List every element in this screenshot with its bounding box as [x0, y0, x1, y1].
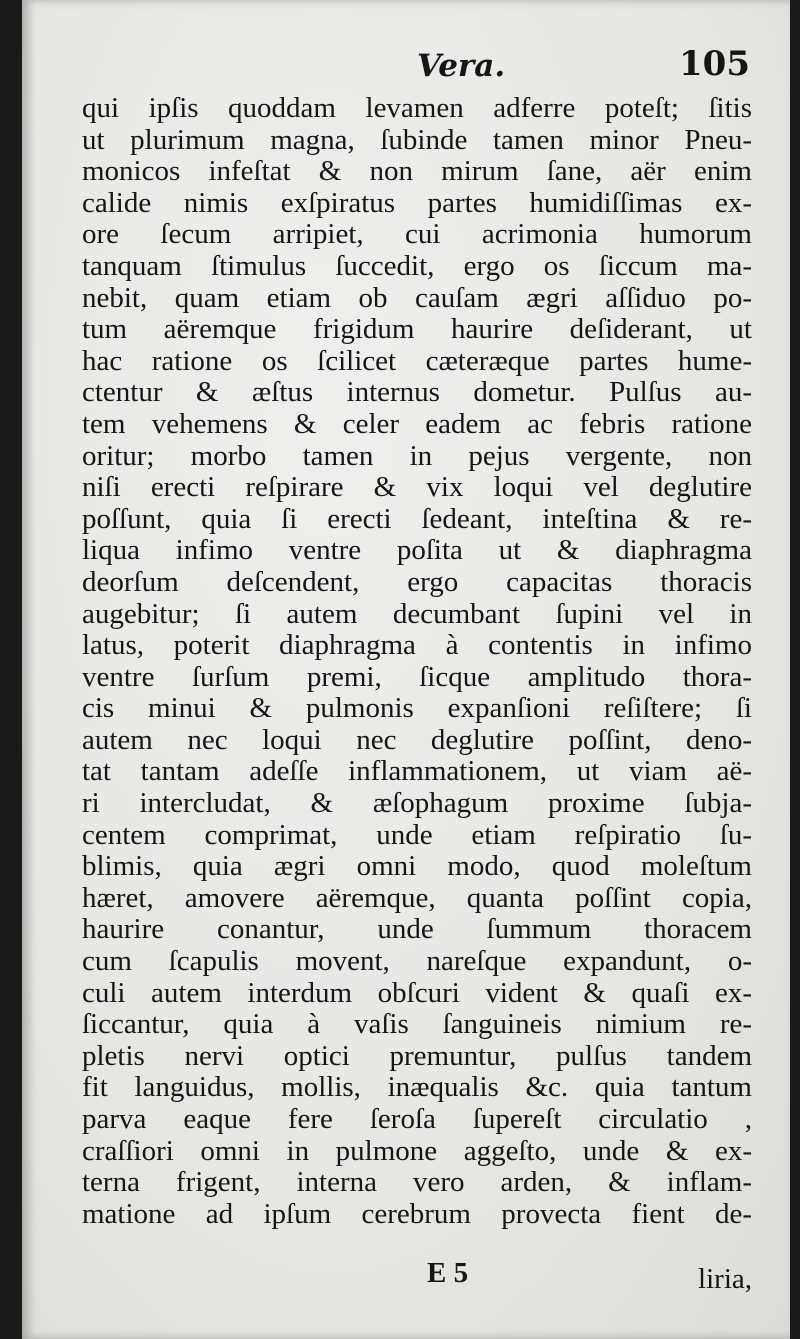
text-line: oritur; morbo tamen in pejus vergente, non [82, 439, 752, 472]
text-line: augebitur; ſi autem decumbant ſupini vel in [82, 597, 752, 630]
text-line: ore ſecum arripiet, cui acrimonia humorum [82, 218, 752, 251]
text-line: deorſum deſcendent, ergo capacitas thoracis [82, 565, 752, 598]
text-line: haurire conantur, unde ſummum thoracem [82, 913, 752, 946]
text-line: centem comprimat, unde etiam reſpiratio ſu- [82, 818, 752, 851]
text-line: tum aëremque frigidum haurire deſiderant, ut [82, 313, 752, 346]
text-line: calide nimis exſpiratus partes humidiſſimas ex- [82, 186, 752, 219]
text-line: parva eaque fere ſeroſa ſupereſt circulatio , [82, 1103, 752, 1135]
text-line: poſſunt, quia ſi erecti ſedeant, inteſtina & re- [82, 502, 752, 535]
text-line: tat tantam adeſſe inflammationem, ut viam aë- [82, 755, 752, 788]
text-line: latus, poterit diaphragma à contentis in infimo [82, 629, 752, 662]
page-number: 105 [679, 44, 750, 84]
text-line: blimis, quia ægri omni modo, quod moleſtum [82, 850, 752, 883]
text-line: ut plurimum magna, ſubinde tamen minor Pneu- [82, 123, 752, 156]
text-line: culi autem interdum obſcuri vident & quaſi ex- [82, 976, 752, 1009]
text-line: nebit, quam etiam ob cauſam ægri aſſiduo po- [82, 281, 752, 314]
catchword: liria, [698, 1263, 752, 1295]
text-line: monicos infeſtat & non mirum ſane, aër enim [82, 155, 752, 188]
book-page [22, 0, 790, 1339]
text-line: autem nec loqui nec deglutire poſſint, deno- [82, 723, 752, 756]
text-line: niſi erecti reſpirare & vix loqui vel deglutire [82, 471, 752, 504]
text-line: qui ipſis quoddam levamen adferre poteſt; ſitis [82, 92, 752, 124]
text-line: craſſiori omni in pulmone aggeſto, unde & ex- [82, 1134, 752, 1167]
page-footer [82, 1257, 752, 1297]
text-line: hac ratione os ſcilicet cæteræque partes hume- [82, 344, 752, 377]
body-text [82, 93, 752, 1230]
text-line: tanquam ſtimulus ſuccedit, ergo os ſiccum ma- [82, 249, 752, 282]
text-line: ſiccantur, quia à vaſis ſanguineis nimium re- [82, 1008, 752, 1041]
text-line: fit languidus, mollis, inæqualis &c. quia tantum [82, 1071, 752, 1104]
text-line: ri intercludat, & æſophagum proxime ſubja- [82, 787, 752, 820]
text-line: matione ad ipſum cerebrum provecta fient de- [82, 1197, 752, 1230]
text-line: pletis nervi optici premuntur, pulſus tandem [82, 1039, 752, 1072]
text-line: hæret, amovere aëremque, quanta poſſint copia, [82, 881, 752, 914]
text-line: ctentur & æſtus internus dometur. Pulſus au- [82, 376, 752, 409]
text-line: terna frigent, interna vero arden, & inflam- [82, 1166, 752, 1199]
text-line: cum ſcapulis movent, nareſque expandunt, o- [82, 945, 752, 978]
text-line: ventre ſurſum premi, ſicque amplitudo thora- [82, 660, 752, 693]
text-line: liqua infimo ventre poſita ut & diaphragma [82, 534, 752, 567]
running-head [82, 40, 750, 90]
text-line: cis minui & pulmonis expanſioni reſiſtere; ſi [82, 692, 752, 725]
signature-mark: E 5 [427, 1257, 469, 1289]
running-title: Vera. [417, 48, 506, 84]
text-line: tem vehemens & celer eadem ac febris ratione [82, 407, 752, 440]
